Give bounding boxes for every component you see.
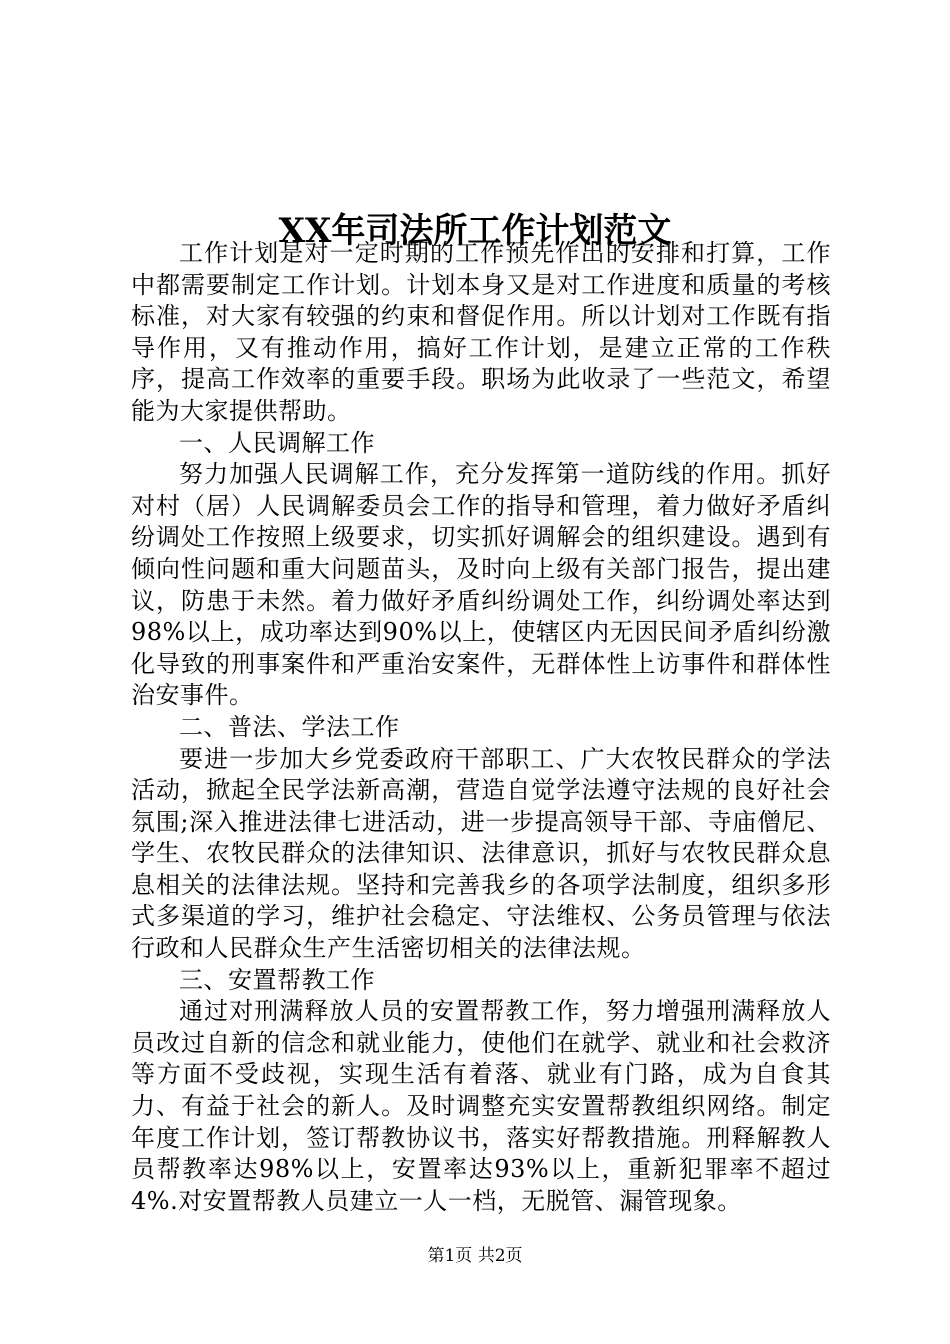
document-body — [131, 238, 831, 1217]
section-paragraph-resettlement: 通过对刑满释放人员的安置帮教工作，努力增强刑满释放人员改过自新的信念和就业能力，使他们在就学、就业和社会救济等方面不受歧视，实现生活有着落、就业有门路，成为自食其力、有益于社会的新人。及时调整充实安置帮教组织网络。制定年度工作计划，签订帮教协议书，落实好帮教措施。刑释解教人员帮教率达98%以上，安置率达93%以上，重新犯罪率不超过4%.对安置帮教人员建立一人一档，无脱管、漏管现象。 — [131, 997, 831, 1215]
intro-paragraph: 工作计划是对一定时期的工作预先作出的安排和打算，工作中都需要制定工作计划。计划本身又是对工作进度和质量的考核标准，对大家有较强的约束和督促作用。所以计划对工作既有指导作用，又有推动作用，搞好工作计划，是建立正常的工作秩序，提高工作效率的重要手段。职场为此收录了一些范文，希望能为大家提供帮助。 — [131, 239, 831, 425]
page-number-footer: 第1页 共2页 — [427, 1246, 523, 1266]
section-paragraph-legal-education: 要进一步加大乡党委政府干部职工、广大农牧民群众的学法活动，掀起全民学法新高潮，营造自觉学法遵守法规的良好社会氛围;深入推进法律七进活动，进一步提高领导干部、寺庙僧尼、学生、农牧民群众的法律知识、法律意识，抓好与农牧民群众息息相关的法律法规。坚持和完善我乡的各项学法制度，组织多形式多渠道的学习，维护社会稳定、守法维权、公务员管理与依法行政和人民群众生产生活密切相关的法律法规。 — [131, 744, 831, 963]
section-heading-legal-education: 二、普法、学法工作 — [179, 712, 400, 741]
section-heading-resettlement: 三、安置帮教工作 — [179, 965, 375, 994]
section-heading-mediation: 一、人民调解工作 — [179, 428, 375, 457]
document-title: XX年司法所工作计划范文 — [278, 210, 672, 251]
section-paragraph-mediation: 努力加强人民调解工作，充分发挥第一道防线的作用。抓好对村（居）人民调解委员会工作的指导和管理，着力做好矛盾纠纷调处工作按照上级要求，切实抓好调解会的组织建设。遇到有倾向性问题和重大问题苗头，及时向上级有关部门报告，提出建议，防患于未然。着力做好矛盾纠纷调处工作，纠纷调处率达到98%以上，成功率达到90%以上，使辖区内无因民间矛盾纠纷激化导致的刑事案件和严重治安案件，无群体性上访事件和群体性治安事件。 — [131, 460, 831, 710]
